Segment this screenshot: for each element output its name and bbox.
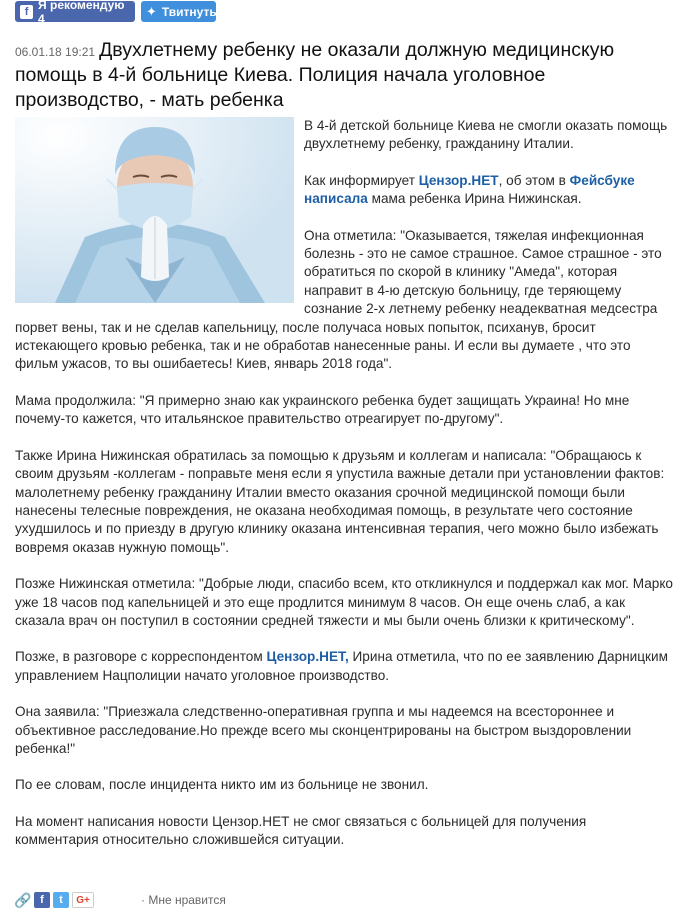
paragraph-4: Мама продолжила: "Я примерно знаю как украинского ребенка будет защищать Украина! Но мне почему-то кажется, что итальянское правительство отреагирует по-другому". xyxy=(15,392,630,427)
share-bar xyxy=(15,0,217,26)
tweet-label: Твитнуть xyxy=(161,4,217,19)
paragraph-1: В 4-й детской больнице Киева не смогли оказать помощь двухлетнему ребенку, гражданину Италии. xyxy=(304,118,668,152)
paragraph-7 xyxy=(15,648,673,685)
paragraph-8: Она заявила: "Приезжала следственно-оперативная группа и мы надеемся на всестороннее и объективное расследование.Но прежде всего мы сконцентрированы на быстром выздоровлении ребенка!" xyxy=(15,704,632,756)
twitter-share-icon[interactable]: t xyxy=(53,892,69,908)
censor-net-link-2[interactable]: Цензор.НЕТ, xyxy=(266,649,349,665)
google-plus-icon[interactable]: G+ xyxy=(72,892,94,908)
facebook-post-link[interactable]: Фейсбуке написала xyxy=(304,172,635,207)
paragraph-5: Также Ирина Нижинская обратилась за помощью к друзьям и коллегам и написала: "Обращаюсь к своим друзьям -коллегам - поправьте меня если я упустила важные детали при установлении фактов: малолетнему ребенку гражданину Италии вместо оказания срочной медицинской помощи были нанесены телесные повреждения, не оказана необходимая помощь, в результате чего состояние ухудшилось и по приезду в другую клинику оказана интенсивная терапия, чего можно было избежать вовремя оказав нужную помощь". xyxy=(15,447,665,555)
censor-net-link[interactable]: Цензор.НЕТ xyxy=(418,172,499,188)
paragraph-2-text-b: , об этом в xyxy=(498,172,570,188)
article-headline xyxy=(15,38,660,113)
facebook-recommend-button[interactable] xyxy=(15,0,135,26)
facebook-recommend-label: Я рекомендую 4 xyxy=(38,0,125,26)
paragraph-6: Позже Нижинская отметила: "Добрые люди, спасибо всем, кто откликнулся и поддержал как мог. Марко уже 18 часов под капельницей и это еще продлится минимум 8 часов. Он еще очень слаб, а как сказала врач он поступил в состоянии средней тяжести и мы были очень близки к критическому". xyxy=(15,576,673,628)
paragraph-9: По ее словам, после инцидента никто им из больнице не звонил. xyxy=(15,777,429,793)
link-icon[interactable]: 🔗 xyxy=(14,891,32,908)
paragraph-3: Она отметила: "Оказывается, тяжелая инфекционная болезнь - это не самое страшное. Самое страшное - это обратиться по скорой в клинику "Амеда", которая направит в 4-ю детскую больницу, где теряющему сознание 2-х летнему ребенку неадекватная медсестра порвет вены, так и не сделав капельницу, после получаса новых попыток, психанув, бросит истекающего кровью ребенка, так и не обработав нанесенные раны. И если вы думаете , что это фильм ужасов, то вы ошибаетесь! Киев, январь 2018 года". xyxy=(15,227,662,372)
twitter-bird-icon: ✦ xyxy=(146,3,157,19)
publish-date: 06.01.18 19:21 xyxy=(15,45,96,59)
article-body xyxy=(15,117,673,868)
tweet-button[interactable] xyxy=(141,1,216,22)
photo-spacer xyxy=(15,117,294,303)
paragraph-2-text-c: мама ребенка Ирина Нижинская. xyxy=(367,191,582,207)
paragraph-7-text-b: Ирина отметила, что по ее заявлению Дарницким управлением Нацполиции начато уголовное производство. xyxy=(15,649,668,683)
article-title: Двухлетнему ребенку не оказали должную медицинскую помощь в 4-й больнице Киева. Полиция начала уголовное производство, - мать ребенка xyxy=(15,39,615,111)
paragraph-10: На момент написания новости Цензор.НЕТ не смог связаться с больницей для получения комментария относительно сложившейся ситуации. xyxy=(15,813,587,848)
footer-share-bar xyxy=(15,891,226,909)
paragraph-2-text-a: Как информирует xyxy=(304,172,419,188)
like-link[interactable]: · Мне нравится xyxy=(141,893,226,907)
facebook-icon: f xyxy=(20,5,33,19)
paragraph-7-text-a: Позже, в разговоре с корреспондентом xyxy=(15,649,267,665)
facebook-share-icon[interactable]: f xyxy=(34,892,50,908)
